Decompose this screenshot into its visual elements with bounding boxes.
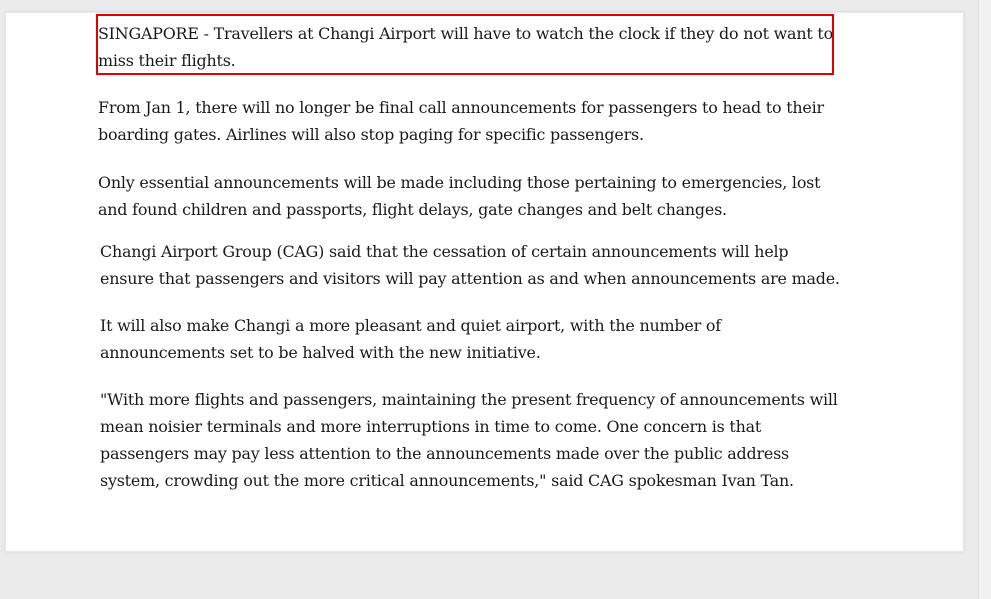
paragraph-line: passengers may pay less attention to the announcements made over the public address (100, 444, 789, 463)
paragraph-line: announcements set to be halved with the new initiative. (100, 343, 541, 362)
article-paragraph-3 (98, 169, 820, 223)
paragraph-line: From Jan 1, there will no longer be final call announcements for passengers to head to their (98, 98, 824, 117)
paragraph-line: and found children and passports, flight delays, gate changes and belt changes. (98, 200, 727, 219)
paragraph-line: miss their flights. (98, 51, 236, 70)
paragraph-line: system, crowding out the more critical announcements," said CAG spokesman Ivan Tan. (100, 471, 794, 490)
article-paragraph-4 (100, 238, 840, 292)
paragraph-line: Changi Airport Group (CAG) said that the cessation of certain announcements will help (100, 242, 789, 261)
paragraph-line: SINGAPORE - Travellers at Changi Airport will have to watch the clock if they do not want to (98, 24, 833, 43)
article-paragraph-5 (100, 312, 721, 366)
paragraph-line: Only essential announcements will be made including those pertaining to emergencies, lost (98, 173, 821, 192)
paragraph-line: "With more flights and passengers, maintaining the present frequency of announcements will (100, 390, 838, 409)
highlight-box (96, 14, 834, 75)
paragraph-line: It will also make Changi a more pleasant and quiet airport, with the number of (100, 316, 721, 335)
article-paragraph-2 (98, 94, 824, 148)
scrollbar-track[interactable] (978, 0, 991, 599)
paragraph-line: boarding gates. Airlines will also stop paging for specific passengers. (98, 125, 644, 144)
paragraph-line: ensure that passengers and visitors will pay attention as and when announcements are made. (100, 269, 840, 288)
paragraph-line: mean noisier terminals and more interruptions in time to come. One concern is that (100, 417, 762, 436)
article-paragraph-6 (100, 386, 838, 494)
